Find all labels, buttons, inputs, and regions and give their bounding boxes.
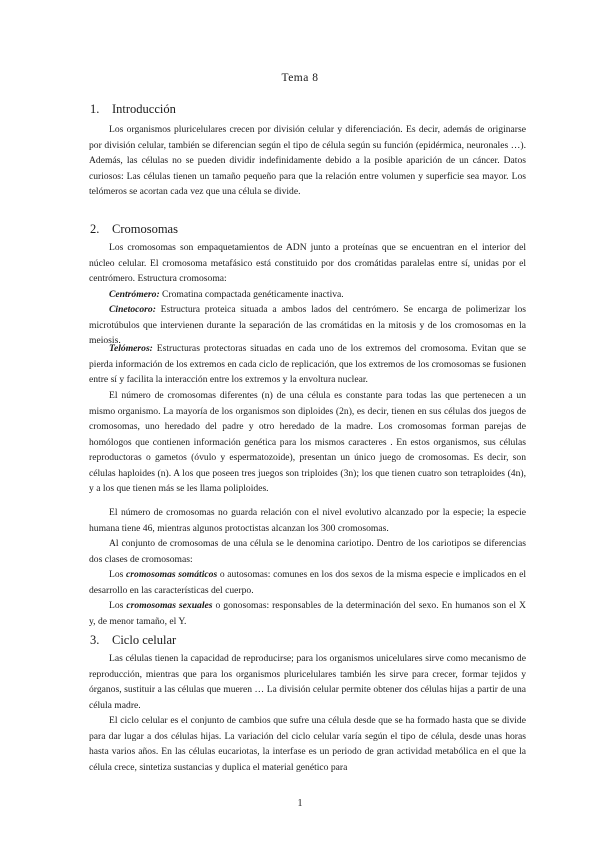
paragraph: El número de cromosomas no guarda relación con el nivel evolutivo alcanzado por la especie; la especie humana tiene 46, mientras algunos protoctistas alcanzan los 300 cromosomas. [89,507,526,534]
type-term: cromosomas sexuales [126,600,213,611]
section-number: 3. [90,633,100,647]
document-title: Tema 8 [281,72,319,84]
paragraph: Las células tienen la capacidad de reproducirse; para los organismos unicelulares sirve como mecanismo de reproducción, mientras que para los organismos pluricelulares también les sirve para crecer, formar tejidos y órganos, sustituir a las células que mueren … La división celular permite obtener dos células hijas a partir de una célula madre. [89,653,526,711]
section-title: Cromosomas [112,222,178,236]
section-heading-cromosomas [90,222,178,237]
definition-term: Telómeros: [109,343,153,354]
chromosome-type-somaticos [89,567,526,598]
paragraph: Los cromosomas son empaquetamientos de ADN junto a proteínas que se encuentran en el interior del núcleo celular. El cromosoma metafásico está constituido por dos cromátidas paralelas entre sí, unidas por el centrómero. Estructura cromosoma: [89,242,526,284]
definition-term: Centrómero: [109,289,160,300]
type-prefix: Los [109,600,127,611]
type-text: o autosomas: comunes en los dos sexos de la misma especie e implicados en el desarrollo en las características del cuerpo. [89,569,526,596]
type-term: cromosomas somáticos [126,569,218,580]
section-number: 1. [90,102,100,116]
page-number: 1 [297,798,303,809]
type-prefix: Los [109,569,127,580]
paragraph: Al conjunto de cromosomas de una célula se le denomina cariotipo. Dentro de los cariotipos se diferencias dos clases de cromosomas: [89,538,526,565]
section-heading-introduccion [90,102,176,117]
paragraph: El número de cromosomas diferentes (n) de una célula es constante para todas las que pertenecen a un mismo organismo. La mayoría de los organismos son diploides (2n), es decir, tienen en sus células dos juegos de cromosomas, uno heredado del padre y otro heredado de la madre. Los cromosomas forman parejas de homólogos que contienen información genética para los mismos caracteres . En estos organismos, sus células reproductoras o gametos (óvulo y espermatozoide), presentan un único juego de cromosomas. Es decir, son células haploides (n). A los que poseen tres juegos son triploides (3n); los que tienen cuatro son tetraploides (4n), y a los que tienen más se les llama poliploides. [89,390,526,494]
definition-centromero [89,287,526,303]
chromosome-type-sexuales [89,598,526,629]
section-title: Ciclo celular [112,633,177,647]
section-title: Introducción [112,102,176,116]
definition-term: Cinetocoro: [109,304,156,315]
type-text: o gonosomas: responsables de la determinación del sexo. En humanos son el X y, de menor tamaño, el Y. [89,600,526,627]
section-heading-ciclo-celular [90,633,176,648]
paragraph: Los organismos pluricelulares crecen por división celular y diferenciación. Es decir, además de originarse por división celular, también se diferencian según el tipo de célula según su función (epidérmica, neuronales …). Además, las células no se pueden dividir indefinidamente debido a la posible aparición de un cáncer. Datos curiosos: Las células tienen un tamaño pequeño para que la relación entre volumen y superficie sea mayor. Los telómeros se acortan cada vez que una célula se divide. [89,124,526,197]
definition-text: Estructura proteica situada a ambos lados del centrómero. Se encarga de polimerizar los microtúbulos que intervienen durante la separación de las cromátidas en la mitosis y de los cromosomas en la meiosis. [89,304,526,346]
paragraph: El ciclo celular es el conjunto de cambios que sufre una célula desde que se ha formado hasta que se divide para dar lugar a dos células hijas. La variación del ciclo celular varía según el tipo de célula, desde unas horas hasta varios años. En las células eucariotas, la interfase es un periodo de gran actividad metabólica en el que la célula crece, sintetiza sustancias y duplica el material genético para [89,715,526,773]
definition-text: Cromatina compactada genéticamente inactiva. [159,289,344,300]
definition-telomeros [89,341,526,388]
definition-text: Estructuras protectoras situadas en cada uno de los extremos del cromosoma. Evitan que se pierda información de los extremos en cada ciclo de replicación, que los extremos de los cromosomas se fusionen entre sí y facilita la interacción entre los extremos y la envoltura nuclear. [89,343,526,385]
section-number: 2. [90,222,100,236]
